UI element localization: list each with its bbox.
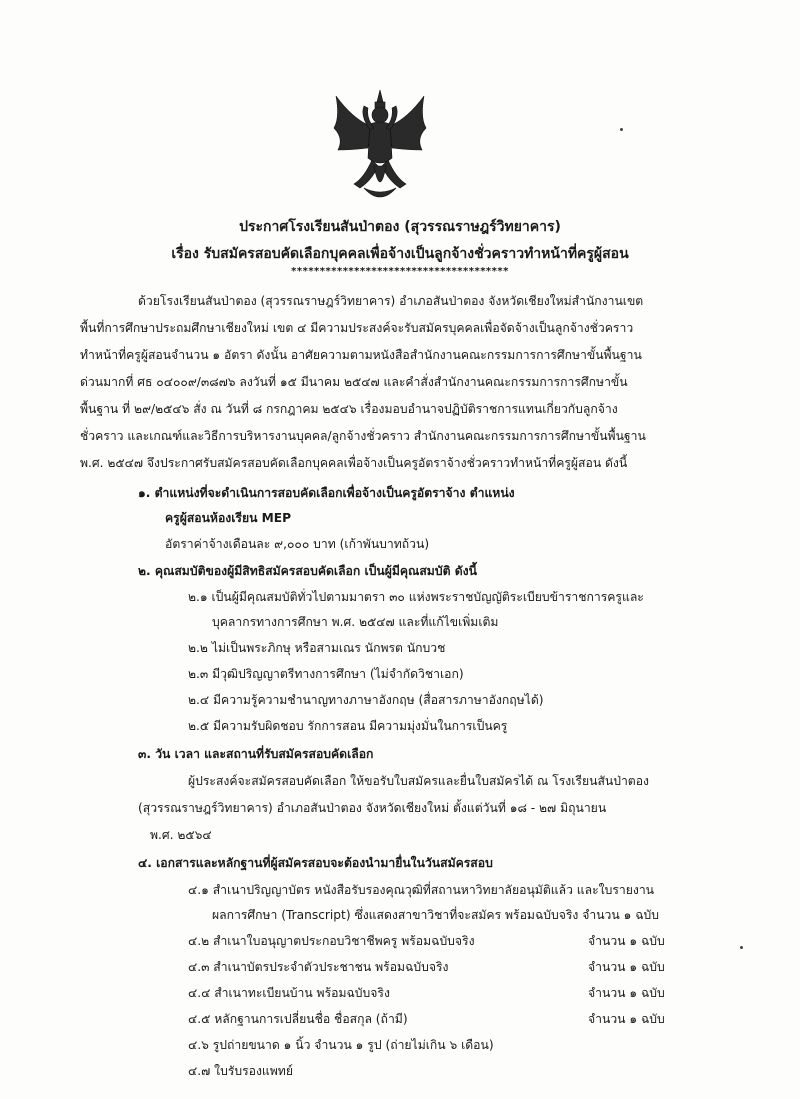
intro-line: พ.ศ. ๒๕๔๗ จึงประกาศรับสมัครสอบคัดเลือกบุคคลเพื่อจ้างเป็นครูอัตราจ้างชั่วคราวทำหน้าที่ครูผู้สอน ดังนี้: [80, 456, 628, 470]
announcement-title: ประกาศโรงเรียนสันป่าตอง (สุวรรณราษฎร์วิทยาคาร): [239, 219, 561, 235]
scan-speck: [740, 946, 743, 949]
intro-line: ชั่วคราว และเกณฑ์และวิธีการบริหารงานบุคคล/ลูกจ้างชั่วคราว สำนักงานคณะกรรมการการศึกษาขั้นพื้นฐาน: [80, 429, 646, 443]
section-2-heading: ๒. คุณสมบัติของผู้มีสิทธิสมัครสอบคัดเลือก เป็นผู้มีคุณสมบัติ ดังนี้: [138, 564, 477, 578]
document-item: ๔.๔ สำเนาทะเบียนบ้าน พร้อมฉบับจริง: [188, 986, 390, 1000]
qualification-item: ๒.๕ มีความรับผิดชอบ รักการสอน มีความมุ่งมั่นในการเป็นครู: [188, 719, 508, 733]
document-copies: จำนวน ๑ ฉบับ: [588, 934, 665, 948]
intro-line: ด้วยโรงเรียนสันป่าตอง (สุวรรณราษฎร์วิทยาคาร) อำเภอสันป่าตอง จังหวัดเชียงใหม่สำนักงานเขต: [138, 294, 644, 308]
document-item: ๔.๕ หลักฐานการเปลี่ยนชื่อ ชื่อสกุล (ถ้ามี): [188, 1012, 408, 1026]
section-4-heading: ๔. เอกสารและหลักฐานที่ผู้สมัครสอบจะต้องนำมายื่นในวันสมัครสอบ: [138, 856, 493, 870]
application-line: พ.ศ. ๒๕๖๔: [150, 828, 212, 842]
document-copies: จำนวน ๑ ฉบับ: [588, 960, 665, 974]
qualification-item: บุคลากรทางการศึกษา พ.ศ. ๒๕๔๗ และที่แก้ไขเพิ่มเติม: [212, 615, 499, 629]
scan-speck: [620, 128, 623, 131]
section-3-heading: ๓. วัน เวลา และสถานที่รับสมัครสอบคัดเลือก: [138, 747, 374, 761]
application-line: (สุวรรณราษฎร์วิทยาคาร) อำเภอสันป่าตอง จังหวัดเชียงใหม่ ตั้งแต่วันที่ ๑๘ - ๒๗ มิถุนายน: [138, 801, 607, 815]
document-item: ๔.๗ ใบรับรองแพทย์: [188, 1064, 293, 1078]
document-item: ๔.๖ รูปถ่ายขนาด ๑ นิ้ว จำนวน ๑ รูป (ถ่ายไม่เกิน ๖ เดือน): [188, 1038, 494, 1052]
document-copies: จำนวน ๑ ฉบับ: [588, 986, 665, 1000]
garuda-emblem-icon: [330, 88, 430, 208]
qualification-item: ๒.๑ เป็นผู้มีคุณสมบัติทั่วไปตามมาตรา ๓๐ แห่งพระราชบัญญัติระเบียบข้าราชการครูและ: [188, 590, 644, 604]
qualification-item: ๒.๔ มีความรู้ความชำนาญทางภาษาอังกฤษ (สื่อสารภาษาอังกฤษได้): [188, 693, 544, 707]
qualification-item: ๒.๒ ไม่เป็นพระภิกษุ หรือสามเณร นักพรต นักบวช: [188, 641, 446, 655]
separator-stars: **************************************: [291, 266, 509, 277]
announcement-subject: เรื่อง รับสมัครสอบคัดเลือกบุคคลเพื่อจ้างเป็นลูกจ้างชั่วคราวทำหน้าที่ครูผู้สอน: [171, 246, 629, 262]
intro-line: พื้นที่การศึกษาประถมศึกษาเชียงใหม่ เขต ๔ มีความประสงค์จะรับสมัครบุคคลเพื่อจัดจ้างเป็นลูกจ้างชั่วคราว: [80, 321, 634, 335]
document-item: ผลการศึกษา (Transcript) ซึ่งแสดงสาขาวิชาที่จะสมัคร พร้อมฉบับจริง จำนวน ๑ ฉบับ: [212, 908, 659, 922]
intro-line: ด่วนมากที่ ศธ ๐๔๐๐๙/๓๘๗๖ ลงวันที่ ๑๕ มีนาคม ๒๕๔๗ และคำสั่งสำนักงานคณะกรรมการการศึกษาขั้น: [80, 375, 628, 389]
intro-line: พื้นฐาน ที่ ๒๙/๒๕๔๖ สั่ง ณ วันที่ ๘ กรกฎาคม ๒๕๔๖ เรื่องมอบอำนาจปฏิบัติราชการแทนเกี่ยวกับลูกจ้าง: [80, 402, 618, 416]
document-item: ๔.๓ สำเนาบัตรประจำตัวประชาชน พร้อมฉบับจริง: [188, 960, 449, 974]
document-copies: จำนวน ๑ ฉบับ: [588, 1012, 665, 1026]
section-1-position: ครูผู้สอนห้องเรียน MEP: [165, 511, 292, 525]
document-item: ๔.๑ สำเนาปริญญาบัตร หนังสือรับรองคุณวุฒิที่สถานหาวิทยาลัยอนุมัติแล้ว และใบรายงาน: [188, 883, 655, 897]
application-line: ผู้ประสงค์จะสมัครสอบคัดเลือก ให้ขอรับใบสมัครและยื่นใบสมัครได้ ณ โรงเรียนสันป่าตอง: [188, 774, 649, 788]
section-1-salary: อัตราค่าจ้างเดือนละ ๙,๐๐๐ บาท (เก้าพันบาทถ้วน): [165, 537, 430, 551]
document-item: ๔.๒ สำเนาใบอนุญาตประกอบวิชาชีพครู พร้อมฉบับจริง: [188, 934, 475, 948]
intro-line: ทำหน้าที่ครูผู้สอนจำนวน ๑ อัตรา ดังนั้น อาศัยความตามหนังสือสำนักงานคณะกรรมการการศึกษาขั้นพื้นฐาน: [80, 348, 642, 362]
qualification-item: ๒.๓ มีวุฒิปริญญาตรีทางการศึกษา (ไม่จำกัดวิชาเอก): [188, 667, 464, 681]
section-1-heading: ๑. ตำแหน่งที่จะดำเนินการสอบคัดเลือกเพื่อจ้างเป็นครูอัตราจ้าง ตำแหน่ง: [138, 486, 515, 500]
